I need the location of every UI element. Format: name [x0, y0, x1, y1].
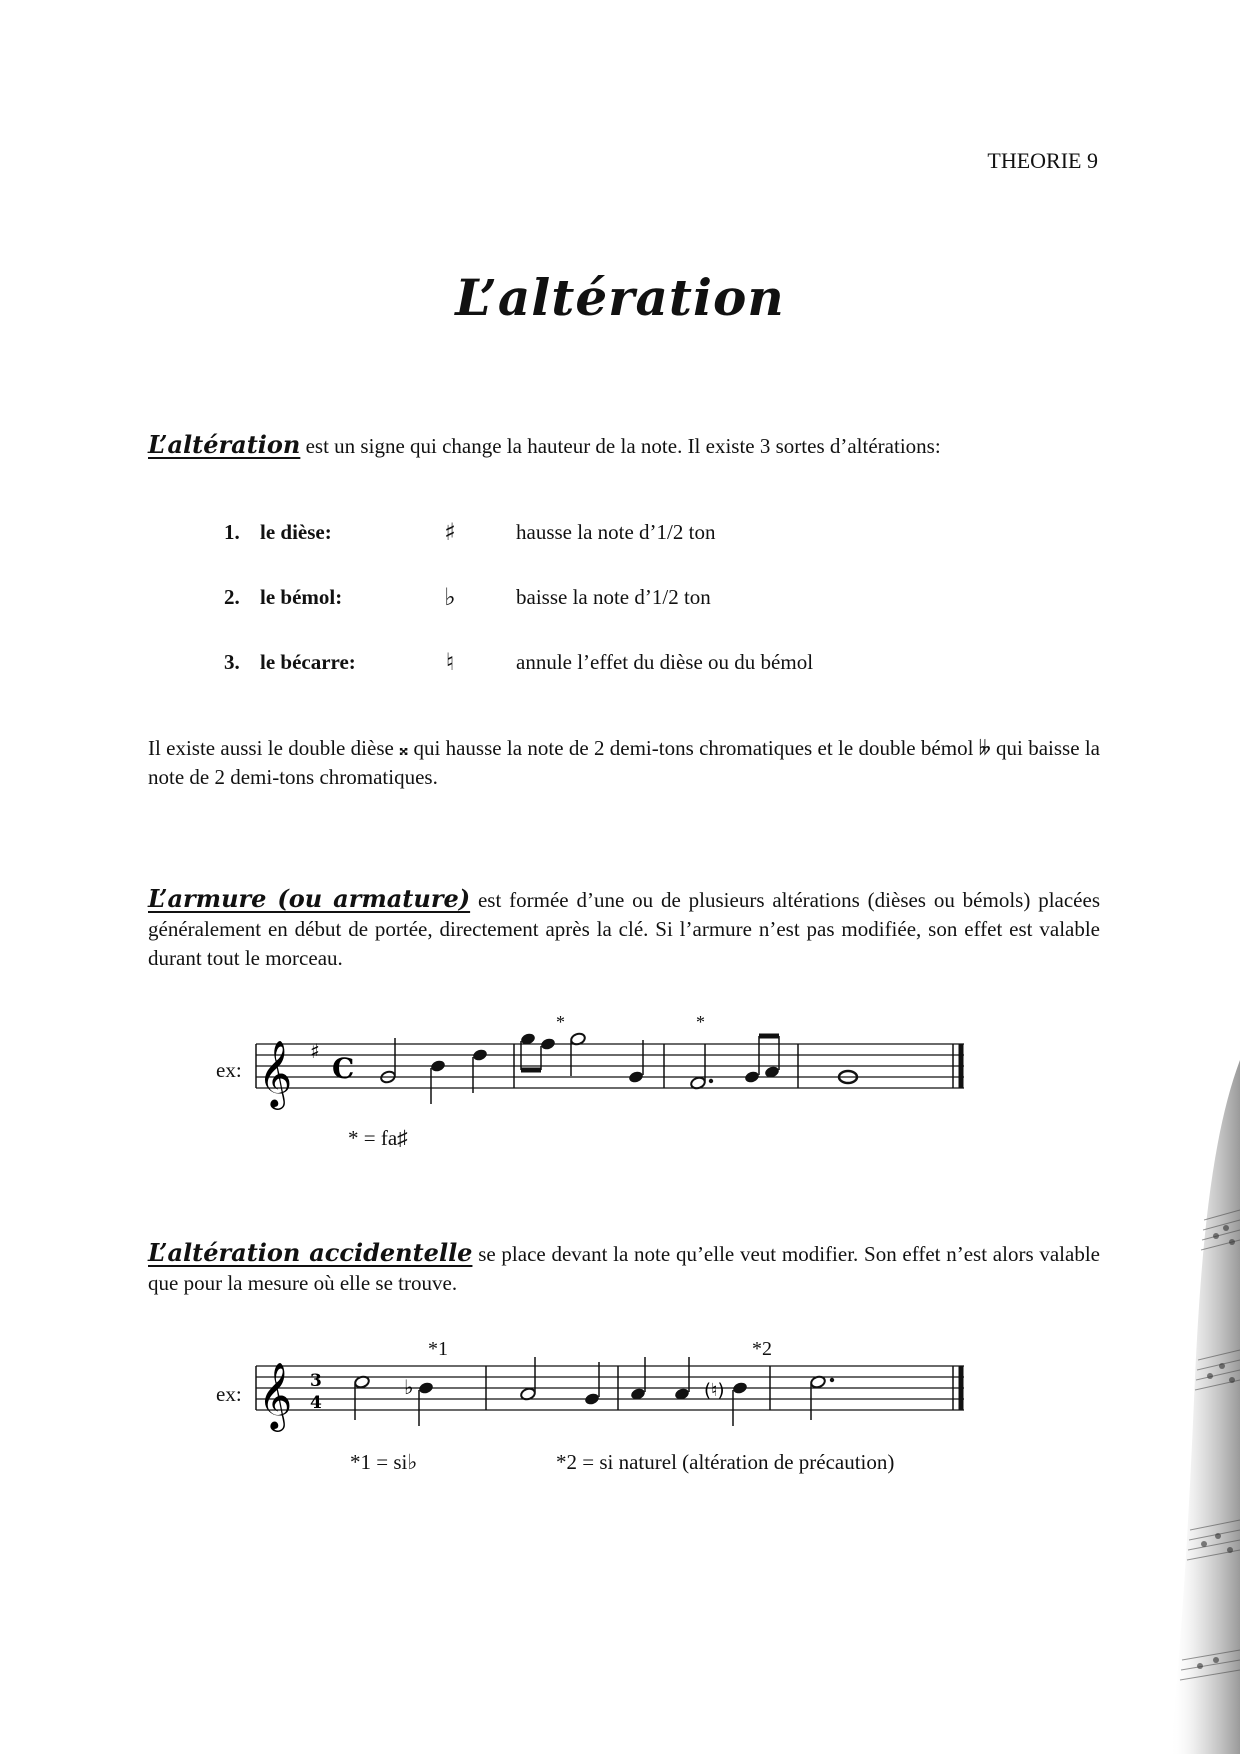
note [472, 1048, 489, 1093]
list-item-term: le dièse: [260, 520, 332, 544]
list-item-description: annule l’effet du dièse ou du bémol [516, 650, 814, 674]
note [584, 1362, 601, 1406]
armure-term: L’armure (ou armature) [148, 884, 471, 913]
page-title: L’altération [455, 268, 785, 327]
example-label: ex: [216, 1058, 242, 1082]
note [418, 1381, 435, 1426]
note [354, 1375, 371, 1420]
music-staff-example-1 [256, 1030, 976, 1120]
note [732, 1381, 749, 1426]
treble-clef-icon: 𝄞 [258, 1361, 293, 1429]
example-label: ex: [216, 1382, 242, 1406]
intro-text: est un signe qui change la hauteur de la note. Il existe 3 sortes d’altérations: [300, 434, 941, 458]
armure-text: est formée d’une ou de plusieurs altérations (dièses ou bémols) placées généralement en début de portée, directement après la clé. Si l’armure n’est pas modifiée, son effet est valable durant tout le morceau. [148, 888, 1100, 970]
natural-icon: (♮) [704, 1380, 725, 1401]
double-alteration-paragraph: Il existe aussi le double dièse 𝄪 qui hausse la note de 2 demi-tons chromatiques et le double bémol 𝄫 qui baisse la note de 2 demi-tons chromatiques. [148, 736, 1100, 789]
list-item-description: hausse la note d’1/2 ton [516, 520, 716, 544]
marker: * [696, 1012, 705, 1032]
page-label: THEORIE 9 [987, 148, 1098, 173]
list-item-number: 3. [224, 650, 240, 674]
list-item-description: baisse la note d’1/2 ton [516, 585, 711, 609]
common-time-icon: C [332, 1052, 355, 1085]
accidental-text: se place devant la note qu’elle veut modifier. Son effet n’est alors valable que pour la mesure où elle se trouve. [148, 1242, 1100, 1295]
list-item-term: le bécarre: [260, 650, 356, 674]
note [810, 1375, 834, 1420]
intro-term: L’altération [148, 430, 301, 459]
note [520, 1032, 557, 1070]
key-signature-sharp-icon: ♯ [310, 1039, 320, 1063]
music-staff-example-2 [256, 1352, 976, 1442]
note [690, 1044, 713, 1090]
flat-icon: ♭ [404, 1375, 414, 1399]
time-signature-top: 3 [310, 1371, 322, 1391]
intro-paragraph [148, 430, 1100, 461]
armure-paragraph [148, 884, 1100, 973]
sharp-icon: ♯ [444, 518, 456, 546]
note [674, 1357, 691, 1401]
note [520, 1357, 537, 1401]
flat-icon: ♭ [444, 583, 456, 611]
list-item-term: le bémol: [260, 585, 343, 609]
double-flat-icon: 𝄫 [978, 736, 991, 760]
footnote: *1 = si♭ [350, 1450, 418, 1474]
treble-clef-icon: 𝄞 [258, 1039, 293, 1107]
footnote: * = fa♯ [348, 1126, 408, 1150]
marker: *1 [428, 1338, 448, 1360]
decorative-sheet-music-image [1170, 1060, 1240, 1754]
accidental-paragraph [148, 1238, 1100, 1298]
note [570, 1032, 587, 1076]
note [628, 1040, 645, 1084]
note [630, 1357, 647, 1401]
double-sharp-icon: 𝄪 [399, 736, 409, 760]
natural-icon: ♮ [445, 648, 455, 676]
time-signature-bottom: 4 [310, 1393, 322, 1413]
marker: *2 [752, 1338, 772, 1360]
note [430, 1059, 447, 1104]
footnote: *2 = si naturel (altération de précaution) [556, 1450, 895, 1474]
accidental-term: L’altération accidentelle [148, 1238, 473, 1267]
list-item-number: 2. [224, 585, 240, 609]
list-item-number: 1. [224, 520, 240, 544]
marker: * [556, 1012, 565, 1032]
